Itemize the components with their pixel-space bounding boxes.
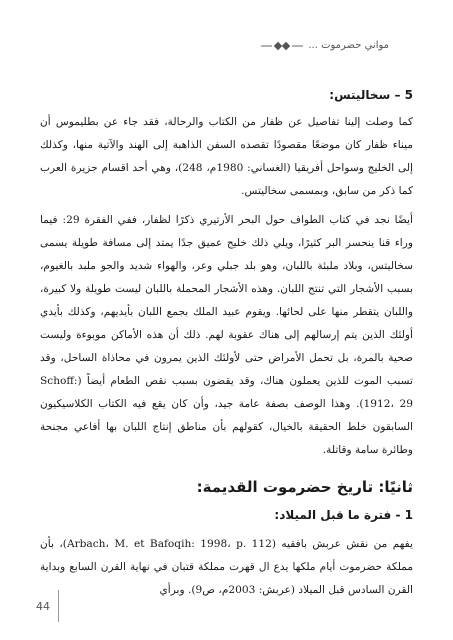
- section-heading-sakhalites: 5 – سخاليتس:: [329, 88, 413, 102]
- page-number: 44: [36, 599, 50, 613]
- footer-rule: [58, 590, 59, 622]
- paragraph: كما وصلت إلينا تفاصيل عن ظفار من الكتاب والرحالة، فقد جاء عن بطليموس أن ميناء ظفار كان موضعًا مقصودًا تقصده السفن الذاهبة إلى الهند والآتية منها، وكذلك إلى الخليج وسواحل أفريقيا (الغساني: 1980م، 248)، وهي أحد اقسام جزيرة العرب كما ذكر من سابق، وبمسمى سخاليتس.: [40, 116, 413, 197]
- running-head-title: مواني حضرموت ...: [308, 40, 389, 51]
- paragraph: أيضًا نجد في كتاب الطواف حول البحر الأرتيري ذكرًا لظفار، ففي الفقرة 29: فيما وراء قنا ينحسر البر كثيرًا، ويلي ذلك خليج عميق جدًا يمتد إلى مسافة طويلة يسمى سخاليتس، وبلاد ملبئة باللبان، وهو بلد جبلي وعر، والهواء شديد والجو ملبد بالغيوم، بسبب الأشجار التي تنتج اللبان. وهذه الأشجار المحملة باللبان ليست طويلة ولا كبيرة، واللبان يتقطر منها على لحائها. ويقوم عبيد الملك بجمع اللبان بأيديهم، وكذلك بأيدي أولئك الذين يتم إرسالهم إلى هناك عقوبة لهم. ذلك أن هذه الأماكن موبوءة وليست صحية بالمرة، بل تحمل الأمراض حتى لأولئك الذين يمرون في محاذاة الساحل، وقد تسبب الموت للذين يعملون هناك، وقد يقضون بسبب نقص الطعام أيضاً (Schoff: 1912، 29). وهذا الوصف بصفة عامة جيد، وأن كان يقع فيه الكتاب الكلاسيكيون السابقون خلط الحقيقة بالخيال، كقولهم بأن مناطق إنتاج اللبان بها أفاعي مجنحة وطائرة سامة وقاتلة.: [40, 214, 413, 456]
- chapter-heading-ancient-history: ثانيًا: تاريخ حضرموت القديمة:: [196, 478, 413, 496]
- running-head: [261, 40, 389, 51]
- page-footer: [36, 590, 59, 622]
- page-body: [40, 84, 413, 602]
- subsection-heading-bc-period: 1 - فترة ما قبل الميلاد:: [274, 508, 413, 522]
- ornament-icon: [261, 41, 303, 51]
- paragraph: يفهم من نقش عربش بافقيه (Arbach، M. et Bafoqih: 1998، p. 112)، بأن مملكة حضرموت أيام ملكها يدع ال قهرت مملكة قتبان في نهاية القرن السابع وبداية القرن السادس قبل الميلاد (عربش: 2003م، ص9). وبرأي: [40, 538, 413, 596]
